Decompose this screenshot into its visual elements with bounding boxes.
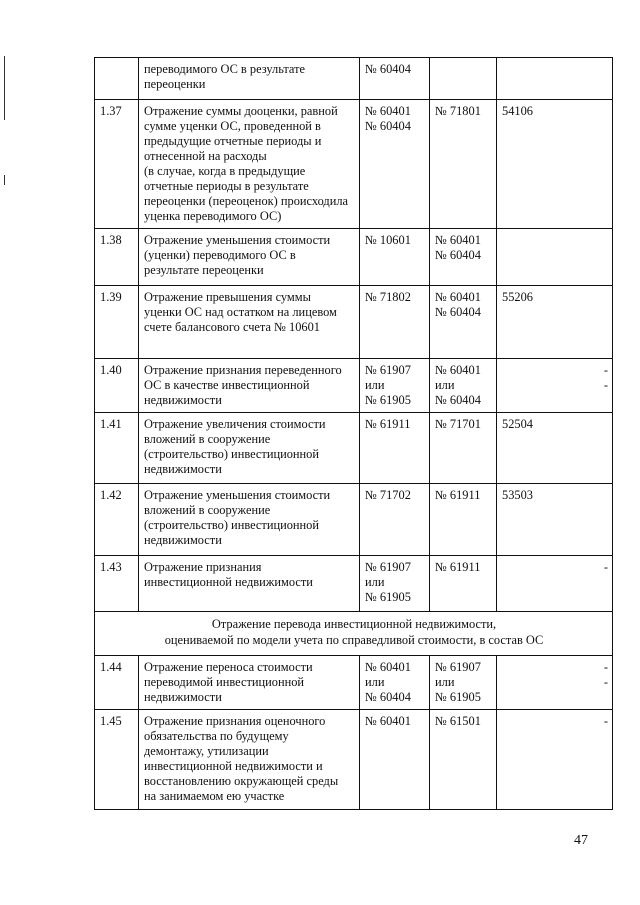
table-row — [95, 100, 613, 229]
credit-account: № 60401 № 60404 — [430, 286, 497, 359]
ofr-symbol: 54106 — [497, 100, 613, 229]
row-number: 1.40 — [95, 359, 139, 413]
scan-mark — [4, 56, 5, 120]
credit-account: № 60401 № 60404 — [430, 229, 497, 286]
row-number: 1.37 — [95, 100, 139, 229]
credit-account: № 61501 — [430, 710, 497, 810]
debit-account: № 60401 — [360, 710, 430, 810]
table-row — [95, 484, 613, 556]
entry-description: Отражение признания переведенного ОС в качестве инвестиционной недвижимости — [139, 359, 360, 413]
ofr-symbol: - — [497, 710, 613, 810]
table-row — [95, 286, 613, 359]
table-row — [95, 656, 613, 710]
section-row — [95, 612, 613, 656]
table-row — [95, 58, 613, 100]
row-number: 1.39 — [95, 286, 139, 359]
ofr-symbol: - - — [497, 656, 613, 710]
entry-description: Отражение увеличения стоимости вложений в сооружение (строительство) инвестиционной недвижимости — [139, 413, 360, 484]
row-number: 1.41 — [95, 413, 139, 484]
entry-description: Отражение суммы дооценки, равной сумме уценки ОС, проведенной в предыдущие отчетные периоды и отнесенной на расходы (в случае, когда в предыдущие отчетные периоды в результате переоценки (переоценок) происходила уценка переводимого ОС) — [139, 100, 360, 229]
entry-description: Отражение признания инвестиционной недвижимости — [139, 556, 360, 612]
accounting-entries-table — [94, 57, 613, 810]
table-row — [95, 556, 613, 612]
entry-description: Отражение превышения суммы уценки ОС над остатком на лицевом счете балансового счета № 10601 — [139, 286, 360, 359]
entry-description: Отражение признания оценочного обязательства по будущему демонтажу, утилизации инвестиционной недвижимости и восстановлению окружающей среды на занимаемом ею участке — [139, 710, 360, 810]
ofr-symbol: - - — [497, 359, 613, 413]
row-number: 1.44 — [95, 656, 139, 710]
debit-account: № 60401 № 60404 — [360, 100, 430, 229]
credit-account: № 71801 — [430, 100, 497, 229]
credit-account: № 61907 или № 61905 — [430, 656, 497, 710]
debit-account: № 61911 — [360, 413, 430, 484]
credit-account: № 61911 — [430, 484, 497, 556]
table-row — [95, 229, 613, 286]
ofr-symbol: 55206 — [497, 286, 613, 359]
credit-account — [430, 58, 497, 100]
table-row — [95, 359, 613, 413]
credit-account: № 71701 — [430, 413, 497, 484]
row-number: 1.38 — [95, 229, 139, 286]
credit-account: № 61911 — [430, 556, 497, 612]
ofr-symbol: 52504 — [497, 413, 613, 484]
section-heading: Отражение перевода инвестиционной недвижимости, оцениваемой по модели учета по справедливой стоимости, в состав ОС — [95, 612, 613, 656]
debit-account: № 10601 — [360, 229, 430, 286]
debit-account: № 60401 или № 60404 — [360, 656, 430, 710]
row-number: 1.45 — [95, 710, 139, 810]
row-number: 1.42 — [95, 484, 139, 556]
row-number: 1.43 — [95, 556, 139, 612]
table-row — [95, 413, 613, 484]
ofr-symbol: - — [497, 556, 613, 612]
row-number — [95, 58, 139, 100]
page-number: 47 — [574, 833, 588, 848]
table-row — [95, 710, 613, 810]
debit-account: № 71802 — [360, 286, 430, 359]
debit-account: № 71702 — [360, 484, 430, 556]
debit-account: № 60404 — [360, 58, 430, 100]
entry-description: Отражение уменьшения стоимости вложений в сооружение (строительство) инвестиционной недвижимости — [139, 484, 360, 556]
entry-description: Отражение уменьшения стоимости (уценки) переводимого ОС в результате переоценки — [139, 229, 360, 286]
debit-account: № 61907 или № 61905 — [360, 359, 430, 413]
entry-description: переводимого ОС в результате переоценки — [139, 58, 360, 100]
debit-account: № 61907 или № 61905 — [360, 556, 430, 612]
credit-account: № 60401 или № 60404 — [430, 359, 497, 413]
ofr-symbol — [497, 58, 613, 100]
ofr-symbol: 53503 — [497, 484, 613, 556]
scan-mark — [4, 175, 5, 185]
ofr-symbol — [497, 229, 613, 286]
entry-description: Отражение переноса стоимости переводимой инвестиционной недвижимости — [139, 656, 360, 710]
